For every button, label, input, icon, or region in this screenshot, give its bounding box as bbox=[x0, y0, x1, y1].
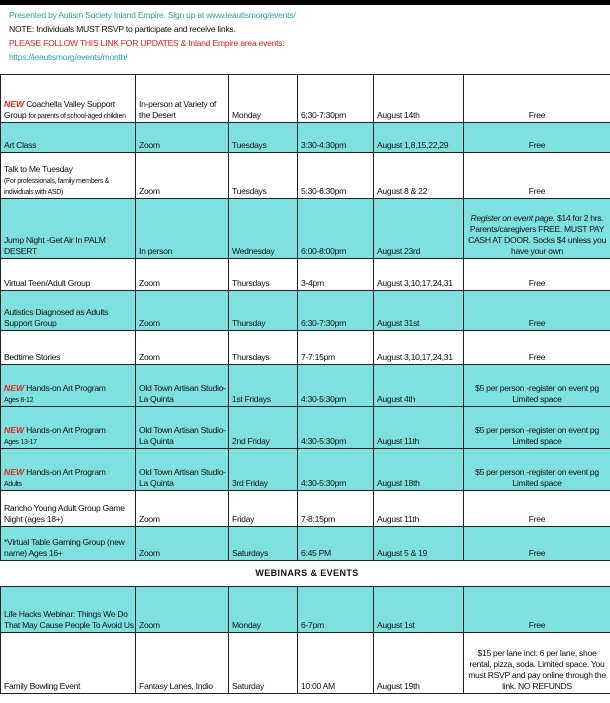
events-table bbox=[0, 74, 610, 694]
fee-cell: $15 per lane incl. 6 per lane, shoe rental, pizza, soda. Limited space. You must RSVP and pay online through the link. NO REFUNDS bbox=[464, 633, 610, 694]
event-name-cell: Virtual Teen/Adult Group bbox=[1, 259, 136, 291]
event-name: Coachella Valley Support Group bbox=[4, 99, 115, 120]
location-cell: Fantasy Lanes, Indio bbox=[136, 633, 229, 694]
location-cell: In-person at Variety of the Desert bbox=[136, 75, 229, 123]
event-sub: (For professionals, family members & individuals with ASD) bbox=[4, 178, 110, 196]
event-sub: Ages 13-17 bbox=[4, 439, 37, 446]
time-cell: 6:30-7:30pm bbox=[298, 291, 374, 331]
event-row bbox=[1, 491, 610, 527]
time-cell: 3:30-4:30pm bbox=[298, 123, 374, 153]
intro-block bbox=[0, 5, 610, 64]
event-row bbox=[1, 527, 610, 561]
event-name-cell bbox=[1, 365, 136, 407]
time-cell: 4:30-5:30pm bbox=[298, 407, 374, 449]
new-badge: NEW bbox=[4, 425, 25, 435]
date-cell: August 4th bbox=[374, 365, 464, 407]
fee-cell: Free bbox=[464, 153, 610, 199]
event-row bbox=[1, 123, 610, 153]
event-row bbox=[1, 153, 610, 199]
day-cell: Monday bbox=[229, 587, 298, 633]
event-name: Hands-on Art Program bbox=[26, 383, 106, 393]
location-cell: Zoom bbox=[136, 587, 229, 633]
section-header: WEBINARS & EVENTS bbox=[1, 561, 610, 587]
event-sub: Adults bbox=[4, 481, 22, 488]
fee-text: $14 for 2 hrs. Parents/caregivers FREE. MUST PAY CASH AT DOOR. Socks $4 unless you have your own bbox=[468, 213, 606, 256]
day-cell: Thursday bbox=[229, 291, 298, 331]
event-row bbox=[1, 365, 610, 407]
event-name-cell: Family Bowling Event bbox=[1, 633, 136, 694]
time-cell: 7-7:15pm bbox=[298, 331, 374, 365]
date-cell: August 3,10,17,24,31 bbox=[374, 331, 464, 365]
day-cell: Thursdays bbox=[229, 331, 298, 365]
date-cell: August 18th bbox=[374, 449, 464, 491]
event-name: Hands-on Art Program bbox=[26, 425, 106, 435]
fee-register-note: Register on event page. bbox=[470, 213, 555, 223]
day-cell: Tuesdays bbox=[229, 123, 298, 153]
day-cell: Friday bbox=[229, 491, 298, 527]
day-cell: Saturday bbox=[229, 633, 298, 694]
event-row bbox=[1, 449, 610, 491]
date-cell: August 31st bbox=[374, 291, 464, 331]
day-cell: Wednesday bbox=[229, 199, 298, 259]
event-row bbox=[1, 407, 610, 449]
date-cell: August 23rd bbox=[374, 199, 464, 259]
location-cell: Old Town Artisan Studio-La Quinta bbox=[136, 365, 229, 407]
event-name-cell: Art Class bbox=[1, 123, 136, 153]
time-cell: 6:45 PM bbox=[298, 527, 374, 561]
date-cell: August 5 & 19 bbox=[374, 527, 464, 561]
intro-updates-note: PLEASE FOLLOW THIS LINK FOR UPDATES & Inland Empire area events: bbox=[9, 38, 285, 48]
date-cell: August 14th bbox=[374, 75, 464, 123]
fee-cell: Free bbox=[464, 291, 610, 331]
location-cell: In person bbox=[136, 199, 229, 259]
event-name-cell: Jump Night -Get Air In PALM DESERT bbox=[1, 199, 136, 259]
location-cell: Zoom bbox=[136, 153, 229, 199]
fee-cell: $5 per person -register on event pg Limited space bbox=[464, 365, 610, 407]
event-name-cell: Life Hacks Webinar: Things We Do That May Cause People To Avoid Us bbox=[1, 587, 136, 633]
location-cell: Zoom bbox=[136, 259, 229, 291]
section-header-row bbox=[1, 561, 610, 587]
event-row bbox=[1, 291, 610, 331]
event-row bbox=[1, 75, 610, 123]
fee-cell: Free bbox=[464, 259, 610, 291]
event-row bbox=[1, 199, 610, 259]
event-name: Talk to Me Tuesday bbox=[4, 164, 73, 174]
time-cell: 5:30-6:30pm bbox=[298, 153, 374, 199]
new-badge: NEW bbox=[4, 383, 25, 393]
location-cell: Zoom bbox=[136, 527, 229, 561]
intro-rsvp-note: NOTE: Individuals MUST RSVP to participate and receive links. bbox=[9, 24, 236, 34]
event-sub: Ages 8-12 bbox=[4, 397, 34, 404]
fee-cell: $5 per person -register on event pg Limited space bbox=[464, 449, 610, 491]
date-cell: August 19th bbox=[374, 633, 464, 694]
fee-cell: Free bbox=[464, 123, 610, 153]
date-cell: August 1st bbox=[374, 587, 464, 633]
time-cell: 7-8:15pm bbox=[298, 491, 374, 527]
date-cell: August 3,10,17,24,31 bbox=[374, 259, 464, 291]
date-cell: August 11th bbox=[374, 407, 464, 449]
date-cell: August 11th bbox=[374, 491, 464, 527]
location-cell: Zoom bbox=[136, 331, 229, 365]
time-cell: 4:30-5:30pm bbox=[298, 365, 374, 407]
location-cell: Zoom bbox=[136, 291, 229, 331]
time-cell: 6:30-7:30pm bbox=[298, 75, 374, 123]
time-cell: 10:00 AM bbox=[298, 633, 374, 694]
day-cell: 1st Fridays bbox=[229, 365, 298, 407]
event-name-cell bbox=[1, 449, 136, 491]
day-cell: 3rd Friday bbox=[229, 449, 298, 491]
new-badge: NEW bbox=[4, 99, 25, 109]
time-cell: 6-7pm bbox=[298, 587, 374, 633]
day-cell: 2nd Friday bbox=[229, 407, 298, 449]
fee-cell: Free bbox=[464, 75, 610, 123]
date-cell: August 8 & 22 bbox=[374, 153, 464, 199]
fee-cell: Free bbox=[464, 587, 610, 633]
event-name-cell bbox=[1, 153, 136, 199]
fee-cell bbox=[464, 199, 610, 259]
event-name-cell: Autistics Diagnosed as Adults Support Group bbox=[1, 291, 136, 331]
fee-cell: $5 per person -register on event pg Limited space bbox=[464, 407, 610, 449]
fee-cell: Free bbox=[464, 331, 610, 365]
day-cell: Monday bbox=[229, 75, 298, 123]
fee-cell: Free bbox=[464, 491, 610, 527]
location-cell: Zoom bbox=[136, 123, 229, 153]
event-row bbox=[1, 259, 610, 291]
event-name-cell: *Virtual Table Gaming Group (new name) Ages 16+ bbox=[1, 527, 136, 561]
event-row bbox=[1, 331, 610, 365]
location-cell: Old Town Artisan Studio-La Quinta bbox=[136, 449, 229, 491]
event-name: Hands-on Art Program bbox=[26, 467, 106, 477]
day-cell: Thursdays bbox=[229, 259, 298, 291]
time-cell: 3-4pm bbox=[298, 259, 374, 291]
new-badge: NEW bbox=[4, 467, 25, 477]
event-name-cell bbox=[1, 407, 136, 449]
event-row bbox=[1, 587, 610, 633]
event-name-cell: Rancho Young Adult Group Game Night (ages 18+) bbox=[1, 491, 136, 527]
event-name-cell: Bedtime Stories bbox=[1, 331, 136, 365]
event-sub: for parents of school-aged children bbox=[28, 113, 126, 120]
event-row bbox=[1, 633, 610, 694]
intro-presented-by: Presented by Autism Society Inland Empire. Sign up at www.ieautismorg/events/ bbox=[9, 10, 296, 20]
event-name-cell bbox=[1, 75, 136, 123]
date-cell: August 1,8,15,22,29 bbox=[374, 123, 464, 153]
fee-cell: Free bbox=[464, 527, 610, 561]
intro-events-link[interactable]: https://ieautismorg/events/month/ bbox=[9, 52, 128, 62]
time-cell: 4:30-5:30pm bbox=[298, 449, 374, 491]
time-cell: 6:00-8:00pm bbox=[298, 199, 374, 259]
location-cell: Old Town Artisan Studio-La Quinta bbox=[136, 407, 229, 449]
location-cell: Zoom bbox=[136, 491, 229, 527]
day-cell: Tuesdays bbox=[229, 153, 298, 199]
day-cell: Saturdays bbox=[229, 527, 298, 561]
